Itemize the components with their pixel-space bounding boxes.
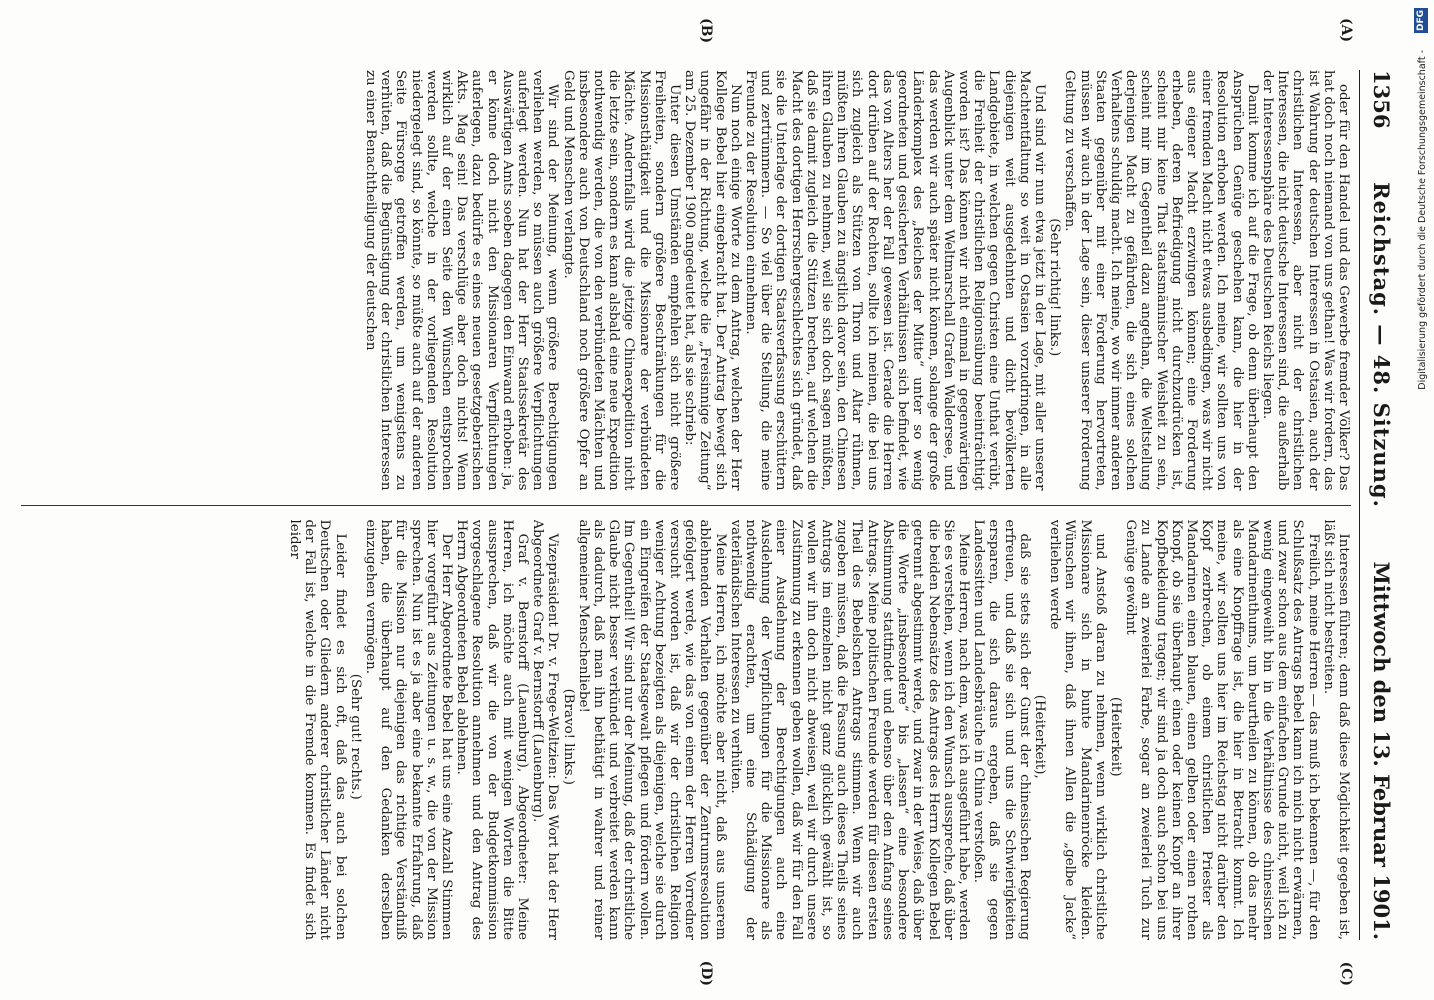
paragraph: Freilich, meine Herren — das muß ich bekennen —, für den Schlußsatz des Antrags Bebel kann ich mich nicht erwärmen, und zwar schon aus dem einfachen Grunde nicht, weil ich zu wenig eingeweiht bin in die Verhältnisse des chinesischen Mandarinenthums, um beurtheilen zu können, ob das mehr als eine Knopffrage ist, die hier in Betracht kommt. Ich meine, wir sollten uns hier im Reichstag nicht darüber den Kopf zerbrechen, ob einem christlichen Priester als Mandarinen einen blauen, einen gelben oder einen rothen Knopf, ob sie überhaupt einen oder keinen Knopf an ihrer Kopfbekleidung tragen; wir sind ja doch auch schon bei uns zu Lande an zweierlei Farbe, sogar an zweierlei Tuch zur Genüge gewöhnt [1123, 519, 1321, 940]
paragraph: Wir sind der Meinung, wenn größere Berechtigungen verliehen werden, so müssen auch größere Verpflichtungen auferlegt werden. Nun hat der Herr Staatssekretär des Auswärtigen Amts soeben dagegen den Einwand erhoben: ja, er könne doch nicht den Missionaren Verpflichtungen auferlegen, dazu bedürfe es eines neuen gesetzgeberischen Akts. Mag sein! Das verschlüge aber doch nichts! Wenn wirklich auf der einen Seite den Wünschen entsprochen werden sollte, welche in der vorliegenden Resolution niedergelegt sind, so könnte, so müßte auch auf der anderen Seite Fürsorge getroffen werden, um wenigstens zu verhüten, daß die Begünstigung der christlichen Interessen zu einer Benachtheiligung der deutschen [363, 70, 561, 491]
margin-marker-d: (D) [698, 960, 714, 986]
page-number: 1356 [1369, 70, 1394, 129]
interjection: (Bravo! links.) [560, 688, 576, 785]
interjection: (Sehr richtig! links.) [1047, 218, 1063, 357]
margin-marker-a: (A) [1338, 18, 1354, 43]
digitization-note: Digitalisierung gefördert durch die Deutsche Forschungsgemeinschaft - [1417, 50, 1428, 390]
paragraph: Unter diesen Umständen empfehlen sich nicht größere Freiheiten, sondern größere Beschränkungen für die Missionsthätigkeit und die Missionare der verbündeten Mächte. Andernfalls wird die jetzige Chinaexpedition nicht die letzte sein, sondern es kann alsbald eine neue Expedition nothwendig werden, die von den verbündeten Mächten und insbesondere auch von Deutschland noch größere Opfer an Geld und Menschen verlangte. [560, 70, 683, 491]
margin-marker-b: (B) [698, 18, 714, 44]
paragraph: Und sind wir nun etwa jetzt in der Lage, mit aller unserer Machtentfaltung so weit in Ostasien vorzudringen, in alle diejenigen weit ausgedehnten und dicht bevölkerten Landgebiete, in welchen gegen Christen eine Unthat verübt, die Freiheit der christlichen Religionsübung beeinträchtigt worden ist? Das können wir nicht einmal in gegenwärtigen Augenblick unter dem Weltmarschall Grafen Waldersee, und das werden wir auch später nicht können, solange der große Länderkomplex des „Reiches der Mitte“ unter so wenig geordneten und gesicherten Verhältnissen sich befindet, wie das von Alters her der Fall gewesen ist. Gerade die Herren dort drüben auf der Rechten, sollte ich meinen, die bei uns sich zugleich als Stützen von Thron und Altar rühmen, müßten ihren Glauben zu ängstlich davor sein, den Chinesen ihren Glauben zu nehmen, weil sie sich doch sagen müßten, daß sie damit zugleich die Stützen brechen, auf welchen die Macht des dortigen Herrschergeschlechtes sich gründet, daß sie die Unterlage der dortigen Staatsverfassung erschüttern und zertrümmern. — So viel über die Stellung, die meine Freunde zu der Resolution einnehmen. [743, 70, 1047, 491]
paragraph: Der Herr Abgeordnete Bebel hat uns eine Anzahl Stimmen hier vorgeführt aus Zeitungen u. s. w., die von der Mission sprechen. Nun ist es ja aber eine bekannte Erfahrung, daß für die Mission nur diejenigen das richtige Verständniß haben, die überhaupt auf den Gedanken derselben einzugehen vermögen. [363, 519, 455, 940]
page-header [1359, 70, 1394, 940]
interjection: (Heiterkeit) [1107, 696, 1123, 777]
paragraph: Nun noch einige Worte zu dem Antrag, welchen der Herr Kollege Bebel hier eingebracht hat. Der Antrag bewegt sich ungefähr in der Richtung, welche die „Freisinnige Zeitung“ am 25. Dezember 1900 angedeutet hat, als sie schrieb: [682, 70, 743, 491]
interjection: (Sehr gut! rechts.) [347, 673, 363, 800]
digitization-sidebar [1412, 0, 1434, 1000]
paragraph: und Anstoß daran zu nehmen, wenn wirklich christliche Missionare sich in bunte Mandarinenröcke kleiden. Wünschen wir ihnen, daß ihnen Allen die „gelbe Jacke“ verliehen werde [1047, 519, 1108, 940]
paragraph: Meine Herren, nach dem, was ich ausgeführt habe, werden Sie es verstehen, wenn ich den Wunsch ausspreche, daß über die beiden Nebensätze des Antrags des Herrn Kollegen Bebel getrennt abgestimmt werde, und zwar in der Weise, daß über die Worte „insbesondere“ bis „lassen“ eine besondere Abstimmung stattfindet und ebenso über den Anfang seines Antrags. Meine politischen Freunde werden für diesen ersten Theil des Bebelschen Antrags stimmen. Wenn wir auch zugeben müssen, daß die Fassung auch dieses Theils seines Antrags im einzelnen nicht ganz glücklich gewählt ist, so wollen wir ihn doch nicht abweisen, weil wir durch unsere Zustimmung zu erkennen geben wollen, daß wir für den Fall einer Ausdehnung der Berechtigungen auch eine Ausdehnung der Verpflichtungen für die Missionare als nothwendig erachten, um eine Schädigung der vaterländischen Interessen zu verhüten. [727, 519, 971, 940]
dfg-logo: DFG [1416, 10, 1426, 32]
session-title: Reichstag. — 48. Sitzung. [1369, 182, 1394, 508]
paragraph: oder für den Handel und das Gewerbe fremder Völker? Das hat doch noch niemand von uns gethan! Was wir fordern, das ist Wahrung der deutschen Interessen in Ostasien, auch der christlichen Interessen, aber nicht der christlichen Interessen, die nicht deutsche Interessen sind, die außerhalb der Interessensphäre des Deutschen Reichs liegen. [1259, 70, 1351, 491]
left-column [21, 70, 1351, 491]
paragraph: Interessen führen; denn daß diese Möglichkeit gegeben ist, läßt sich nicht bestreiten. [1320, 519, 1351, 940]
right-column [21, 520, 1351, 941]
text-columns [21, 70, 1351, 940]
paragraph: Meine Herren, ich möchte aber nicht, daß aus unserem ablehnenden Verhalten gegenüber der Zentrumsresolution gefolgert werde, wie das von einem der Herren Vorredner versucht worden ist, daß wir der christlichen Religion weniger Achtung bezeigten als diejenigen, welche sie durch ein Eingreifen der Staatsgewalt pflegen und fördern wollen. Im Gegentheil! Wir sind nur der Meinung, daß der christliche Glaube nicht besser verkündet und verbreitet werden kann als dadurch, daß man ihn bethätigt in wahrer und reiner allgemeiner Menschenliebe! [575, 519, 728, 940]
paragraph: daß sie stets sich der Gunst der chinesischen Regierung erfreuen, und daß sie sich und uns die Schwierigkeiten ersparen, die sich daraus ergeben, daß sie gegen Landessitten und Landesbräuche in China verstoßen. [971, 519, 1032, 940]
paragraph: Vizepräsident Dr. v. Frege-Weltzien: Das Wort hat der Herr Abgeordnete Graf v. Bernstorff (Lauenburg). [530, 519, 561, 940]
interjection: (Heiterkeit), [1031, 694, 1047, 779]
paragraph: Graf v. Bernstorff (Lauenburg), Abgeordneter: Meine Herren, ich möchte auch mit wenigen Worten die Bitte aussprechen, daß wir die von der Budgetkommission vorgeschlagene Resolution annehmen und den Antrag des Herrn Abgeordneten Bebel ablehnen. [454, 519, 531, 940]
paragraph: Damit komme ich auf die Frage, ob denn überhaupt den Ansprüchen Genüge geschehen kann, die hier in der Resolution erhoben werden. Ich meine, wir sollten uns von einer fremden Macht nicht etwas ausbedingen, was wir nicht aus eigener Macht erzwingen können; eine Forderung erheben, deren Befriedigung nicht durchzudrücken ist, scheint mir keine That staatsmännischer Weisheit zu sein, scheint mir im Gegentheil dazu angethan, die Weltstellung derjenigen Macht zu gefährden, die sich eines solchen Verhaltens schuldig macht. Ich meine, wo wir immer anderen Staaten gegenüber mit einer Forderung hervortreten, müssen wir auch in der Lage sein, dieser unserer Forderung Geltung zu verschaffen. [1062, 70, 1260, 491]
margin-marker-c: (C) [1338, 961, 1354, 986]
paragraph: Leider findet es sich oft, daß das auch bei solchen Deutschen oder Gliedern anderer christlicher Länder nicht der Fall ist, welche in die Fremde kommen. Es findet sich leider [286, 519, 348, 940]
session-date: Mittwoch den 13. Februar 1901. [1369, 561, 1394, 940]
column-divider [21, 505, 1351, 506]
